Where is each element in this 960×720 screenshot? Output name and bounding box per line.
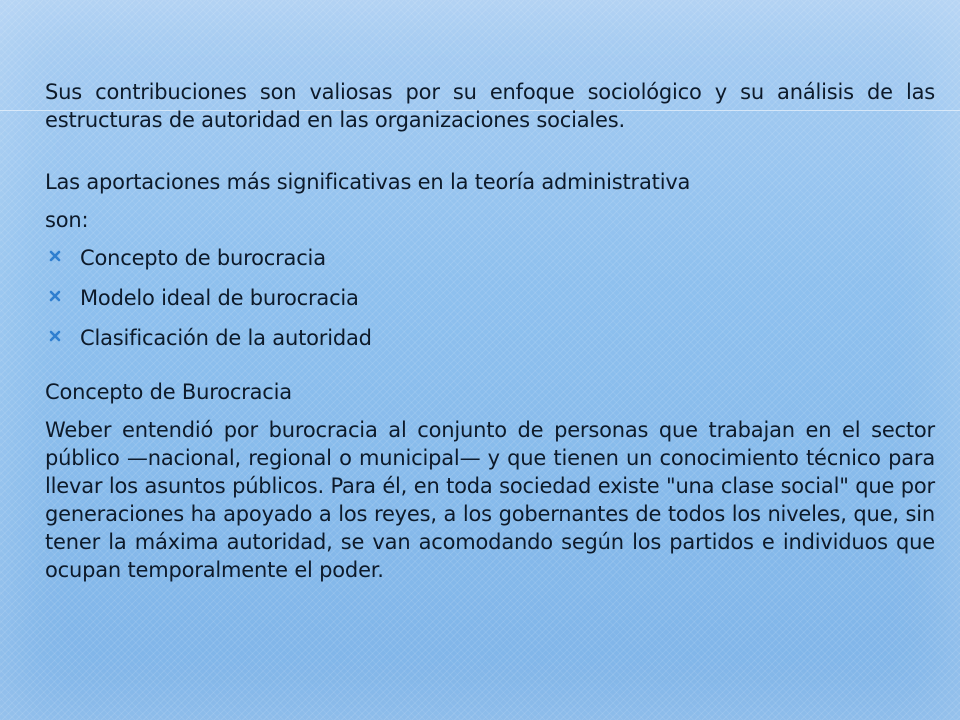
intro-paragraph: Sus contribuciones son valiosas por su enfoque sociológico y su análisis de las estructuras de autoridad en las organizaciones sociales.	[45, 80, 935, 132]
x-bullet-icon	[49, 330, 61, 342]
bullet-item-concepto	[45, 244, 935, 272]
body-paragraph: Weber entendió por burocracia al conjunto de personas que trabajan en el sector público —nacional, regional o municipal— y que tienen un conocimiento técnico para llevar los asuntos públicos. Para él, en toda sociedad existe "una clase social" que por generaciones ha apoyado a los reyes, a los gobernantes de todos los niveles, que, sin tener la máxima autoridad, se van acomodando según los partidos e individuos que ocupan temporalmente el poder.	[45, 418, 935, 582]
slide-content	[45, 78, 935, 584]
aportaciones-son: son:	[45, 208, 89, 232]
bullet-label: Modelo ideal de burocracia	[80, 286, 359, 310]
bullet-item-clasificacion	[45, 324, 935, 352]
bullet-item-modelo	[45, 284, 935, 312]
aportaciones-heading: Las aportaciones más significativas en la teoría administrativa	[45, 170, 691, 194]
x-bullet-icon	[49, 250, 61, 262]
bullet-list	[45, 244, 935, 352]
x-bullet-icon	[49, 290, 61, 302]
bullet-label: Clasificación de la autoridad	[80, 326, 372, 350]
bullet-label: Concepto de burocracia	[80, 246, 326, 270]
section-heading: Concepto de Burocracia	[45, 380, 292, 404]
